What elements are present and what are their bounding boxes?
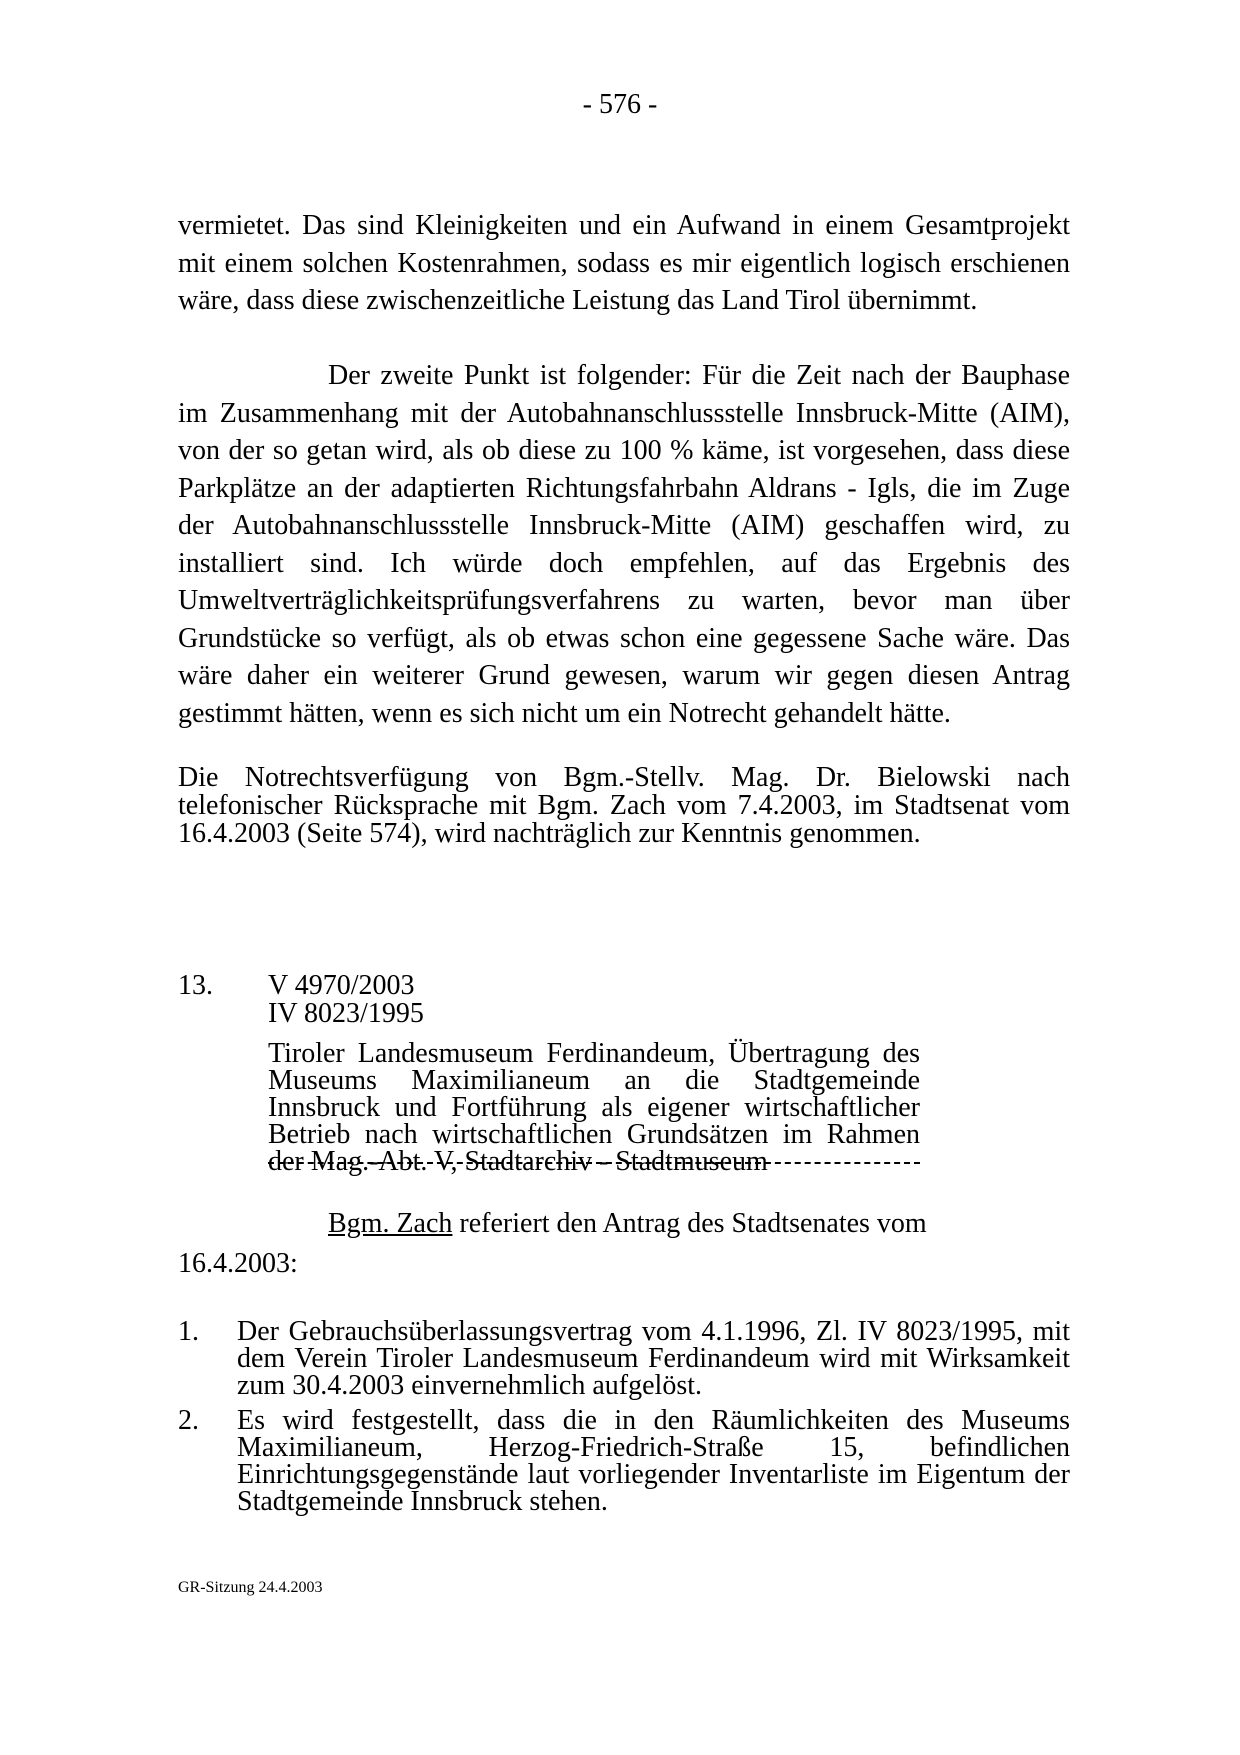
report-text: referiert den Antrag des Stadtsenates vom (452, 1208, 927, 1239)
report-line (328, 1208, 927, 1240)
paragraph-continuation: vermietet. Das sind Kleinigkeiten und ein Aufwand in einem Gesamtprojekt mit einem solchen Kostenrahmen, sodass es mir eigentlich logisch erschienen wäre, dass diese zwischenzeitliche Leistung das Land Tirol übernimmt. (178, 210, 1070, 316)
footer-session-label: GR-Sitzung 24.4.2003 (178, 1579, 323, 1596)
dashed-separator (268, 1162, 920, 1164)
paragraph-second-point: Der zweite Punkt ist folgender: Für die Zeit nach der Bauphase im Zusammenhang mit der Autobahnanschlussstelle Innsbruck-Mitte (AIM), von der so getan wird, als ob diese zu 100 % käme, ist vorgesehen, dass diese Parkplätze an der adaptierten Richtungsfahrbahn Aldrans - Igls, die im Zuge der Autobahnanschlussstelle Innsbruck-Mitte (AIM) geschaffen wird, zu installiert sind. Ich würde doch empfehlen, auf das Ergebnis des Umweltverträglichkeitsprüfungsverfahrens zu warten, bevor man über Grundstücke so verfügt, als ob etwas schon eine gegessene Sache wäre. Das wäre daher ein weiterer Grund gewesen, warum wir gegen diesen Antrag gestimmt hätten, wenn es sich nicht um ein Notrecht gehandelt hätte. (178, 360, 1070, 729)
list-item-text: Es wird festgestellt, dass die in den Räumlichkeiten des Museums Maximilianeum, Herzog-Friedrich-Straße 15, befindlichen Einrichtungsgegenstände laut vorliegender Inventarliste im Eigentum der Stadtgemeinde Innsbruck stehen. (237, 1405, 1070, 1517)
report-date: 16.4.2003: (178, 1248, 298, 1279)
agenda-item-title: Tiroler Landesmuseum Ferdinandeum, Übertragung des Museums Maximilianeum an die Stadtgemeinde Innsbruck und Fortführung als eigener wirtschaftlicher Betrieb nach wirtschaftlichen Grundsätzen im Rahmen der Mag.-Abt. V, Stadtarchiv - Stadtmuseum (268, 1038, 920, 1177)
list-item-number: 2. (178, 1405, 199, 1436)
reference-number-2: IV 8023/1995 (268, 998, 424, 1029)
agenda-item-number: 13. (178, 970, 213, 1001)
emergency-decree-notice: Die Notrechtsverfügung von Bgm.-Stellv. Mag. Dr. Bielowski nach telefonischer Rücksprache mit Bgm. Zach vom 7.4.2003, im Stadtsenat vom 16.4.2003 (Seite 574), wird nachträglich zur Kenntnis genommen. (178, 762, 1070, 849)
list-item-number: 1. (178, 1316, 199, 1347)
page-number: - 576 - (582, 89, 658, 120)
list-item-text: Der Gebrauchsüberlassungsvertrag vom 4.1.1996, Zl. IV 8023/1995, mit dem Verein Tiroler Landesmuseum Ferdinandeum wird mit Wirksamkeit zum 30.4.2003 einvernehmlich aufgelöst. (237, 1316, 1070, 1401)
reporter-name: Bgm. Zach (328, 1208, 453, 1239)
reference-number-1: V 4970/2003 (268, 970, 415, 1001)
